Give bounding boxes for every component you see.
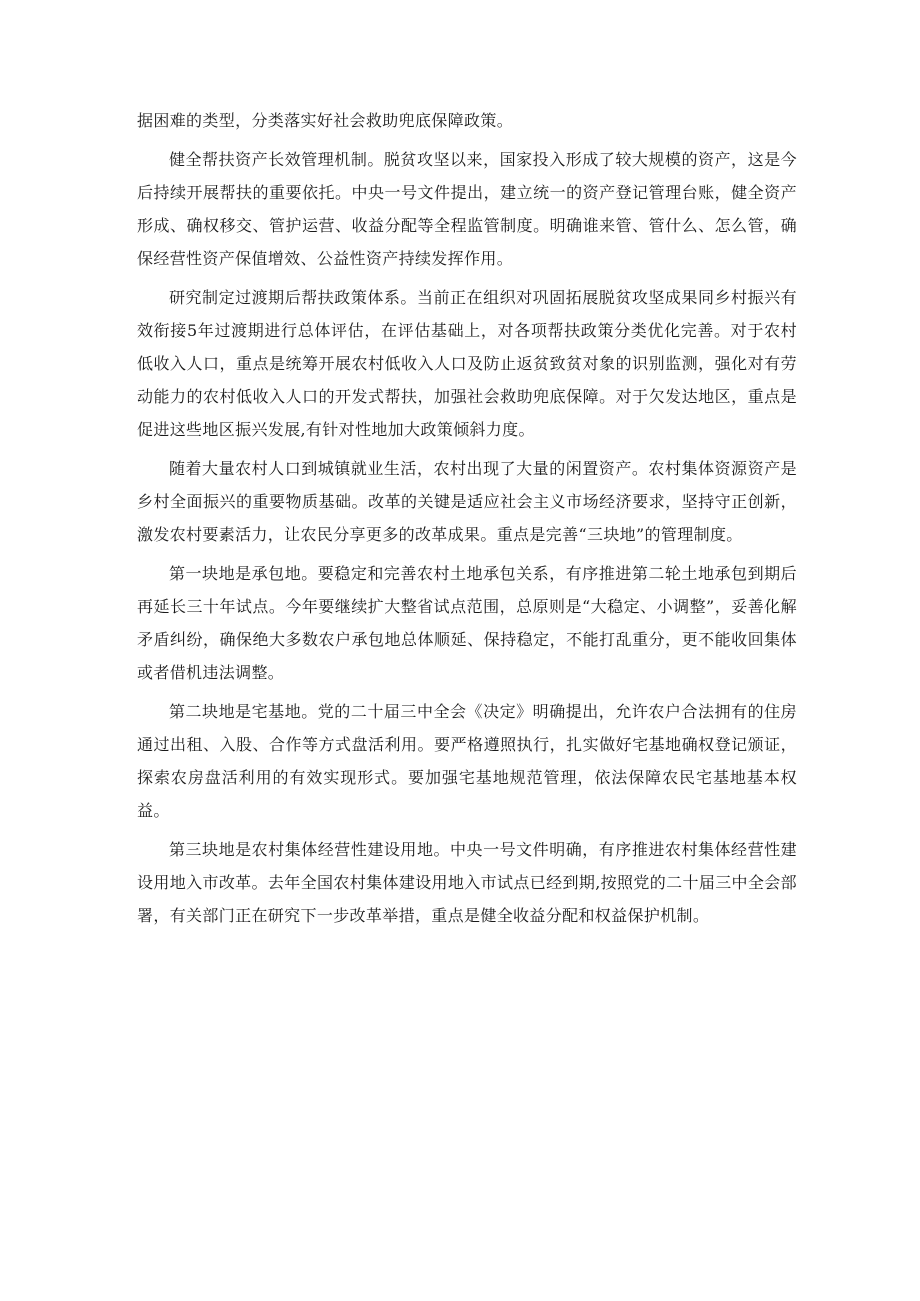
paragraph-post-transition-policy: 研究制定过渡期后帮扶政策体系。当前正在组织对巩固拓展脱贫攻坚成果同乡村振兴有效衔接5年过渡期进行总体评估，在评估基础上，对各项帮扶政策分类优化完善。对于农村低收入人口，重点是统筹开展农村低收入人口及防止返贫致贫对象的识别监测，强化对有劳动能力的农村低收入人口的开发式帮扶，加强社会救助兜底保障。对于欠发达地区，重点是促进这些地区振兴发展,有针对性地加大政策倾斜力度。 — [137, 288, 797, 439]
paragraph-construction-land: 第三块地是农村集体经营性建设用地。中央一号文件明确，有序推进农村集体经营性建设用地入市改革。去年全国农村集体建设用地入市试点已经到期,按照党的二十届三中全会部署，有关部门正在研究下一步改革举措，重点是健全收益分配和权益保护机制。 — [137, 840, 797, 925]
paragraph-social-assistance-tail: 据困难的类型，分类落实好社会救助兜底保障政策。 — [137, 111, 514, 130]
paragraph-contracted-land: 第一块地是承包地。要稳定和完善农村土地承包关系，有序推进第二轮土地承包到期后再延长三十年试点。今年要继续扩大整省试点范围，总原则是“大稳定、小调整”，妥善化解矛盾纠纷，确保绝大多数农户承包地总体顺延、保持稳定，不能打乱重分，更不能收回集体或者借机违法调整。 — [137, 564, 797, 682]
paragraph-idle-assets: 随着大量农村人口到城镇就业生活，农村出现了大量的闲置资产。农村集体资源资产是乡村全面振兴的重要物质基础。改革的关键是适应社会主义市场经济要求，坚持守正创新，激发农村要素活力，让农民分享更多的改革成果。重点是完善“三块地”的管理制度。 — [137, 459, 797, 544]
paragraph-asset-management: 健全帮扶资产长效管理机制。脱贫攻坚以来，国家投入形成了较大规模的资产，这是今后持续开展帮扶的重要依托。中央一号文件提出，建立统一的资产登记管理台账，健全资产形成、确权移交、管护运营、收益分配等全程监管制度。明确谁来管、管什么、怎么管，确保经营性资产保值增效、公益性资产持续发挥作用。 — [137, 150, 797, 268]
paragraph-homestead-land: 第二块地是宅基地。党的二十届三中全会《决定》明确提出，允许农户合法拥有的住房通过出租、入股、合作等方式盘活利用。要严格遵照执行，扎实做好宅基地确权登记颁证，探索农房盘活利用的有效实现形式。要加强宅基地规范管理，依法保障农民宅基地基本权益。 — [137, 702, 797, 820]
document-body — [137, 104, 797, 938]
